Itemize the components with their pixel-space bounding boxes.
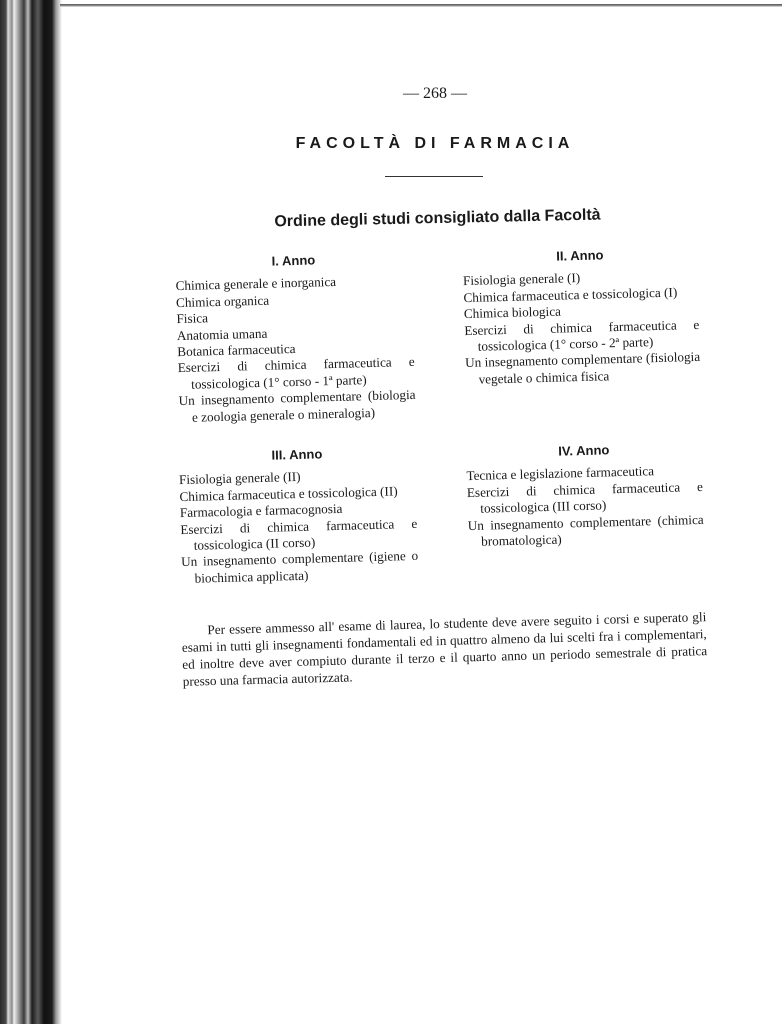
course-item: Esercizi di chimica farmaceutica e tossicologica (III corso) — [466, 478, 704, 516]
study-order-heading: Ordine degli studi consigliato dalla Facoltà — [274, 206, 601, 231]
year-heading: IV. Anno — [558, 442, 610, 459]
course-item: Un insegnamento complementare (fisiologia vegetale o chimica fisica — [464, 349, 701, 387]
course-item: Un insegnamento complementare (chimica bromatologica) — [467, 511, 704, 549]
course-item: Anatomia umana — [176, 325, 268, 343]
course-item: Chimica biologica — [463, 303, 562, 322]
course-item: Fisiologia generale (I) — [462, 270, 581, 289]
year-heading: I. Anno — [271, 252, 316, 269]
course-item: Fisiologia generale (II) — [178, 469, 301, 488]
year-2-block — [462, 245, 701, 388]
year-3-block — [178, 444, 419, 587]
year-4-block — [466, 440, 705, 551]
final-note — [181, 608, 708, 690]
course-item: Esercizi di chimica farmaceutica e tossicologica (1° corso - 2ª parte) — [464, 316, 700, 354]
course-item: Un insegnamento complementare (biologia e zoologia generale o mineralogia) — [178, 387, 416, 425]
course-item: Tecnica e legislazione farmaceutica — [466, 463, 655, 484]
course-item: Esercizi di chimica farmaceutica e tossicologica (II corso) — [180, 515, 418, 553]
course-item: Un insegnamento complementare (igiene o biochimica applicata) — [180, 548, 419, 586]
course-item: Farmacologia e farmacognosia — [179, 501, 343, 521]
course-item: Chimica generale e inorganica — [175, 274, 337, 294]
faculty-title: FACOLTÀ DI FARMACIA — [295, 135, 575, 152]
page-number: — 268 — — [403, 85, 467, 102]
book-binding-edge — [0, 0, 62, 1024]
course-item: Chimica farmaceutica e tossicologica (II) — [179, 483, 398, 504]
year-1-block — [175, 250, 416, 426]
final-note-text: Per essere ammesso all' esame di laurea, lo studente deve avere seguito i corsi e superato gli esami in tutti gli insegnamenti fondamentali ed in quattro almeno da lui scelti fra i complementari, ed inoltre deve aver compiuto durante il terzo e il quarto anno un periodo semestrale di pratica presso una farmacia autorizzata. — [181, 609, 708, 689]
course-item: Chimica farmaceutica e tossicologica (I) — [463, 284, 678, 305]
course-item: Chimica organica — [175, 292, 270, 310]
course-item: Esercizi di chimica farmaceutica e tossicologica (1° corso - 1ª parte) — [177, 354, 415, 392]
year-heading: II. Anno — [556, 247, 604, 264]
course-item: Botanica farmaceutica — [177, 341, 296, 360]
title-divider — [385, 176, 483, 177]
course-item: Fisica — [176, 310, 209, 327]
page-top-edge — [60, 4, 782, 7]
year-heading: III. Anno — [271, 446, 323, 463]
